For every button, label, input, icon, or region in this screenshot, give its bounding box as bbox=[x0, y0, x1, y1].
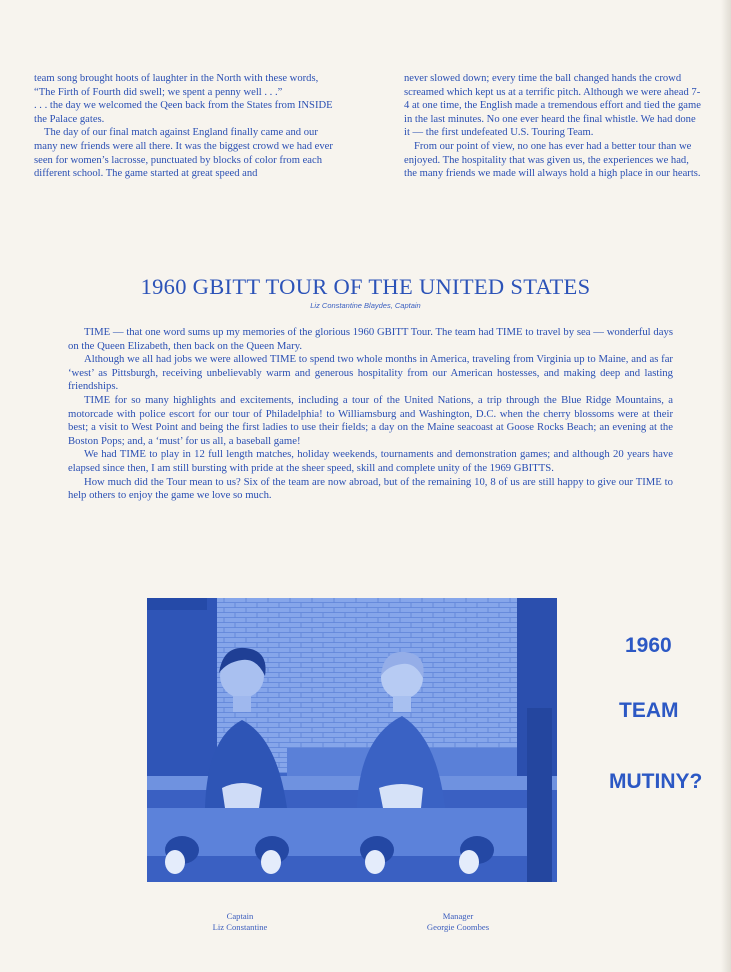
article-body bbox=[68, 326, 673, 503]
caption-role: Manager bbox=[442, 911, 474, 921]
article-paragraph: We had TIME to play in 12 full length matches, holiday weekends, tournaments and demonstration games; and although 20 years have elapsed since then, I am still bursting with pride at the sheer speed, skill and complete unity of the 1969 GBITTS. bbox=[68, 448, 673, 474]
side-label-team: TEAM bbox=[619, 699, 679, 722]
top-left-column bbox=[34, 72, 334, 181]
top-right-paragraph: From our point of view, no one has ever had a better tour than we enjoyed. The hospitality that was given us, the experiences we had, the many friends we made will always hold a high place in our hearts. bbox=[404, 140, 701, 180]
caption-role: Captain bbox=[226, 911, 254, 921]
article-paragraph: How much did the Tour mean to us? Six of the team are now abroad, but of the remaining 10, 8 of us are still happy to give our TIME to help others to enjoy the game we love so much. bbox=[68, 475, 673, 502]
top-right-paragraph: never slowed down; every time the ball changed hands the crowd screamed which kept us at a terrific pitch. Although we were ahead 7-4 at one time, the English made a tremendous effort and tied the game in the last minutes. No one ever heard the final whistle. We had done it — the first undefeated U.S. Touring Team. bbox=[404, 73, 701, 139]
side-label-mutiny: MUTINY? bbox=[609, 770, 703, 793]
article-byline: Liz Constantine Blaydes, Captain bbox=[310, 301, 421, 310]
photo-caption-manager bbox=[378, 911, 538, 933]
article-paragraph: TIME — that one word sums up my memories of the glorious 1960 GBITT Tour. The team had TIME to travel by sea — wonderful days on the Queen Elizabeth, then back on the Queen Mary. bbox=[68, 326, 673, 352]
article-paragraph: TIME for so many highlights and excitements, including a tour of the United Nations, a trip through the Blue Ridge Mountains, a motorcade with police escort for our tour of Philadelphia! to Williamsburg and Washington, D.C. when the cherry blossoms were at their best; a visit to West Point and being the first ladies to use their fields; a day on the Maine seacoast at Goose Rocks Beach; an evening at the Boston Pops; and, a ‘must’ for us all, a baseball game! bbox=[68, 393, 673, 447]
team-photo-illustration bbox=[147, 598, 557, 882]
article-paragraph: Although we all had jobs we were allowed TIME to spend two whole months in America, traveling from Virginia up to Maine, and as far ‘west’ as Pittsburgh, receiving unbelievably warm and generous hospitality from our American hostesses, and making deep and lasting friendships. bbox=[68, 353, 673, 393]
top-right-column bbox=[404, 72, 704, 181]
top-left-paragraph: team song brought hoots of laughter in the North with these words, “The Firth of Fourth did swell; we spent a penny well . . .” bbox=[34, 73, 319, 98]
team-photo bbox=[147, 598, 557, 882]
page-edge-shadow bbox=[721, 0, 731, 972]
top-left-paragraph: . . . the day we welcomed the Qeen back from the States from INSIDE the Palace gates. bbox=[34, 100, 333, 125]
top-left-paragraph: The day of our final match against England finally came and our many new friends were all there. It was the biggest crowd we had ever seen for women’s lacrosse, punctuated by blocks of color from each different school. The game started at great speed and bbox=[34, 127, 333, 180]
article-title: 1960 GBITT TOUR OF THE UNITED STATES bbox=[140, 274, 591, 299]
caption-name: Liz Constantine bbox=[212, 922, 268, 932]
side-label-year: 1960 bbox=[625, 634, 672, 657]
caption-name: Georgie Coombes bbox=[426, 922, 490, 932]
photo-caption-captain bbox=[160, 911, 320, 933]
